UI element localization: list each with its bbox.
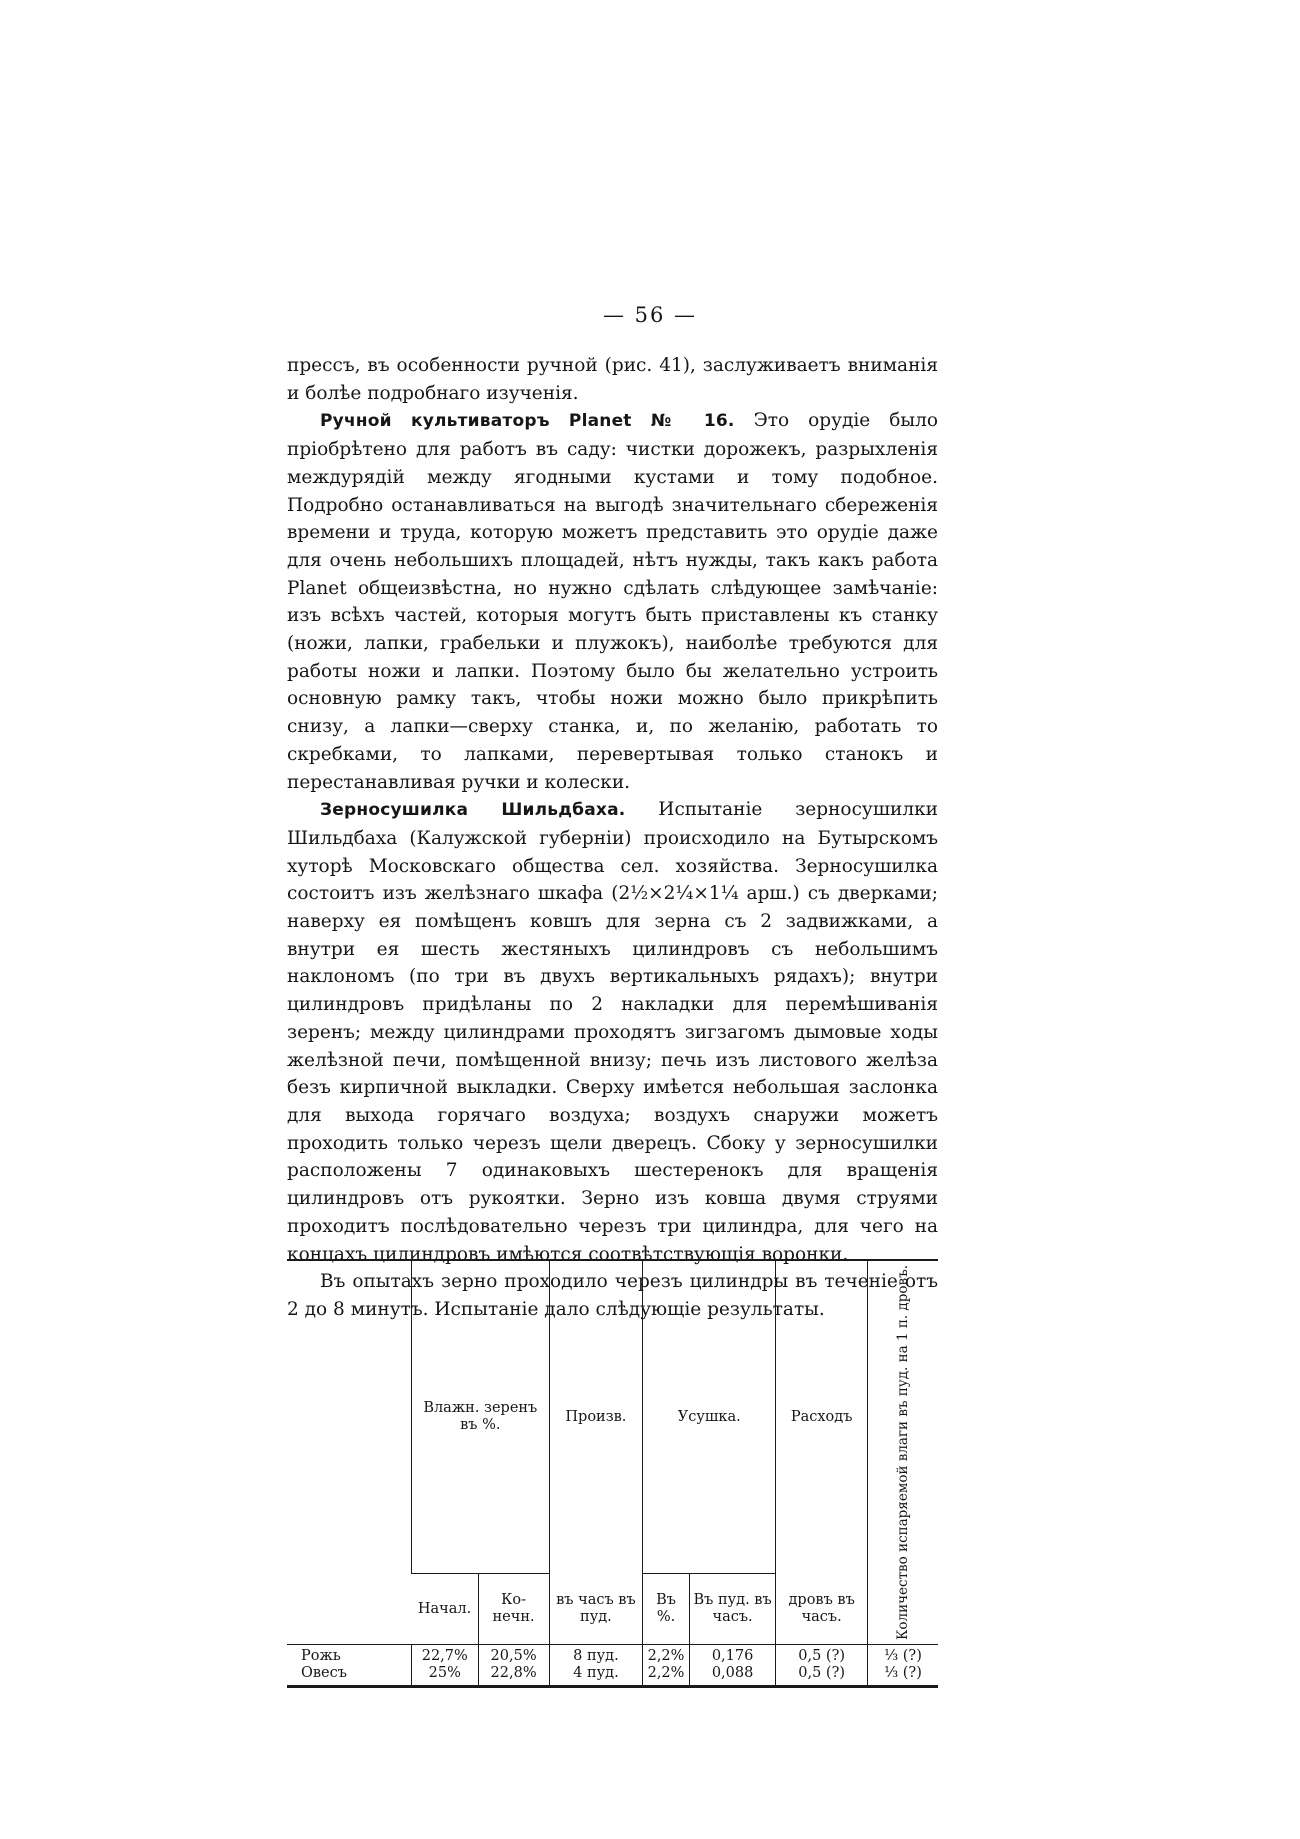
paragraph-cultivator [287,407,938,796]
shrink-pud-value: 0,088 [711,1665,754,1682]
page-number: — 56 — [602,303,698,327]
paragraph-dryer [287,796,938,1268]
wood-cell [776,1645,868,1687]
row-name: Овесъ [301,1665,347,1682]
header-evap-cell [868,1260,939,1645]
wood-value: 0,5 (?) [798,1648,846,1665]
row-name-cell [287,1645,412,1687]
moisture-start: 25% [428,1665,461,1682]
header-output: Произв. [549,1260,643,1574]
header-evap: Количество испаряемой влаги въ пуд. на 1 п. дровъ. [894,1265,911,1641]
table-row [287,1645,938,1687]
row-name: Рожь [301,1648,341,1665]
evap-value: ⅓ (?) [884,1665,922,1682]
moisture-end: 22,8% [490,1665,537,1682]
shrink-pud-cell [689,1645,775,1687]
dryer-text-b: арш.) съ дверками; наверху ея помѣщенъ ковшъ для зерна съ 2 задвижками, а внутри ея шесть жестяныхъ цилиндровъ съ небольшимъ наклономъ (по три въ двухъ вертикальныхъ рядахъ); внутри цилиндровъ придѣланы по 2 накладки для перемѣшиванія зеренъ; между цилиндрами проходятъ зигзагомъ дымовые ходы желѣзной печи, помѣщенной внизу; печь изъ листового желѣза безъ кирпичной выкладки. Сверху имѣется небольшая заслонка для выхода горячаго воздуха; воздухъ снаружи можетъ проходить только черезъ щели дверецъ. Сбоку у зерносушилки расположены 7 одинаковыхъ шестеренокъ для вращенія цилиндровъ отъ рукоятки. Зерно изъ ковша двумя струями проходитъ послѣдовательно черезъ три цилиндра, для чего на концахъ цилиндровъ имѣются соотвѣтствующія воронки. [287,883,938,1265]
paragraph-experiments: Въ опытахъ зерно проходило черезъ цилиндры въ теченіе отъ 2 до 8 минутъ. Испытаніе дало слѣдующіе результаты. [287,1271,938,1320]
moisture-start-cell [412,1645,479,1687]
moisture-end: 20,5% [490,1648,537,1665]
header-shrink: Усушка. [643,1260,776,1574]
header-blank [287,1260,412,1645]
wood-value: 0,5 (?) [798,1665,846,1682]
dryer-text-a: Испытаніе зерносушилки Шильдбаха (Калужской губерніи) происходило на Бутырскомъ хуторѣ Московскаго общества сел. хозяйства. Зерносушилка состоитъ изъ желѣзнаго шкафа ( [287,799,938,905]
header-moisture: Влажн. зеренъ въ %. [412,1260,550,1574]
header-shrink-pct: Въ %. [643,1574,690,1645]
shrink-pct-value: 2,2% [647,1665,685,1682]
cultivator-heading: Ручной культиваторъ Planet № 16. [320,411,735,432]
shrink-pud-value: 0,176 [711,1648,754,1665]
moisture-end-cell [478,1645,549,1687]
shrink-pct-cell [643,1645,690,1687]
moisture-start: 22,7% [421,1648,468,1665]
output-cell [549,1645,643,1687]
header-moisture-start: Начал. [412,1574,479,1645]
shrink-pct-value: 2,2% [647,1648,685,1665]
paragraph-1: прессъ, въ особенности ручной (рис. 41), заслуживаетъ вниманія и болѣе подробнаго изученія. [287,355,938,404]
output-value: 4 пуд. [573,1665,619,1682]
output-value: 8 пуд. [573,1648,619,1665]
evap-value: ⅓ (?) [884,1648,922,1665]
header-wood: Расходъ [776,1260,868,1574]
dryer-dimensions: 2½×2¼×1¼ [618,883,739,905]
header-wood-sub: дровъ въ часъ. [776,1574,868,1645]
header-moisture-end: Ко-нечн. [478,1574,549,1645]
cultivator-text: Это орудіе было пріобрѣтено для работъ въ саду: чистки дорожекъ, разрыхленія междурядій между ягодными кустами и тому подобное. Подробно останавливаться на выгодѣ значительнаго сбереженія времени и труда, которую можетъ представить это орудіе даже для очень небольшихъ площадей, нѣтъ нужды, такъ какъ работа Planet общеизвѣстна, но нужно сдѣлать слѣдующее замѣчаніе: изъ всѣхъ частей, которыя могутъ быть приставлены къ станку (ножи, лапки, грабельки и плужокъ), наиболѣе требуются для работы ножи и лапки. Поэтому было бы желательно устроить основную рамку такъ, чтобы ножи можно было прикрѣпить снизу, а лапки—сверху станка, и, по желанію, работать то скребками, то лапками, перевертывая только станокъ и перестанавливая ручки и колески. [287,410,938,793]
header-shrink-pud: Въ пуд. въ часъ. [689,1574,775,1645]
results-table [287,1259,938,1688]
header-output-sub: въ часъ въ пуд. [549,1574,643,1645]
evap-cell [868,1645,939,1687]
dryer-heading: Зерносушилка Шильдбаха. [320,800,626,821]
body-text [287,352,938,1324]
